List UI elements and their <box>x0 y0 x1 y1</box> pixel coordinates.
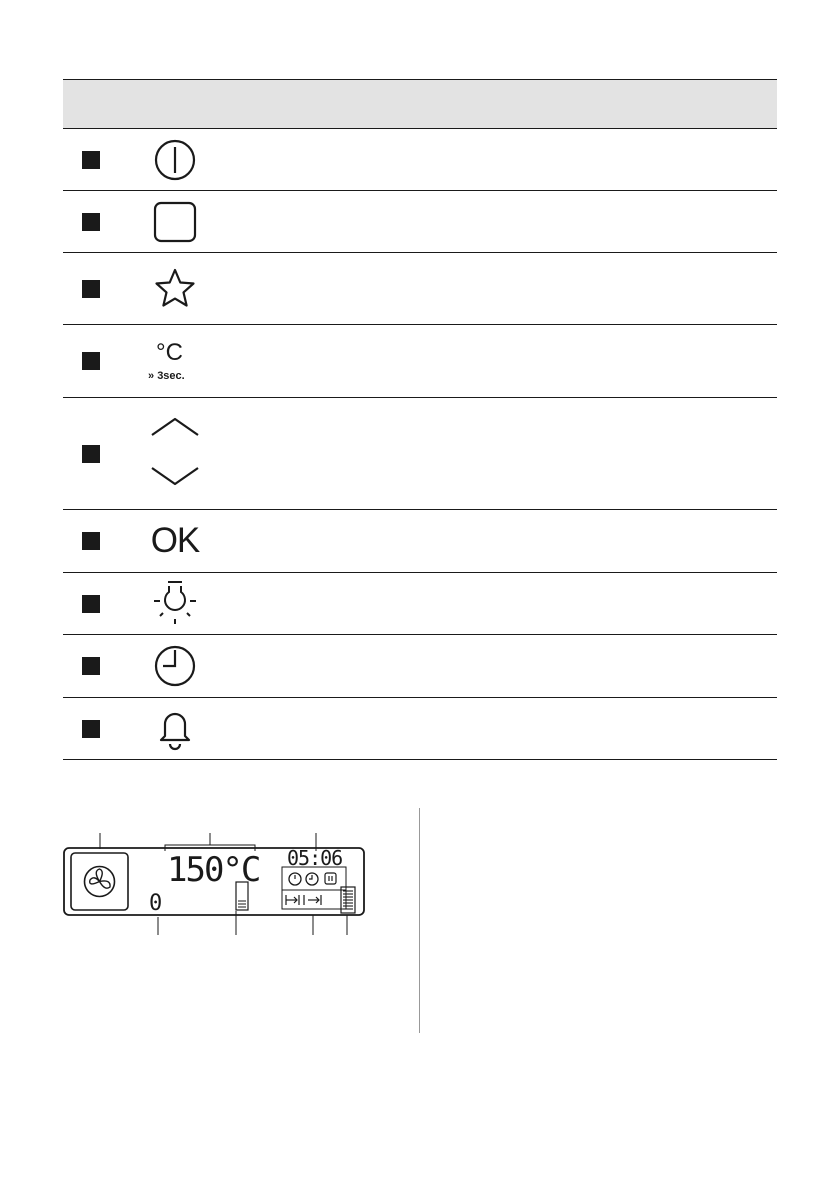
celsius-symbol: °C <box>156 339 183 366</box>
chevron-up-icon[interactable] <box>145 416 205 438</box>
light-bulb-icon[interactable] <box>145 578 205 628</box>
row-marker <box>82 352 100 370</box>
ok-label: OK <box>150 521 200 560</box>
controls-table <box>63 79 777 760</box>
table-row-square <box>63 191 777 253</box>
bell-icon[interactable] <box>145 706 205 752</box>
table-row-alarm <box>63 698 777 760</box>
table-row-temperature <box>63 325 777 398</box>
lcd-temperature-readout: 150°C <box>167 850 260 890</box>
display-diagram <box>63 827 365 989</box>
display-illustration <box>63 827 365 989</box>
square-button-icon[interactable] <box>145 200 205 244</box>
table-row-ok <box>63 510 777 573</box>
power-icon[interactable] <box>145 138 205 182</box>
table-row-favourite <box>63 253 777 325</box>
chevron-down-icon[interactable] <box>145 465 205 487</box>
lcd-time-readout: 05:06 <box>287 846 343 870</box>
row-marker <box>82 595 100 613</box>
row-marker <box>82 445 100 463</box>
table-row-light <box>63 573 777 635</box>
table-header <box>63 79 777 129</box>
row-marker <box>82 280 100 298</box>
double-chevron-icon: » <box>148 370 155 382</box>
row-marker <box>82 657 100 675</box>
row-marker <box>82 720 100 738</box>
star-icon[interactable] <box>145 266 205 310</box>
clock-icon[interactable] <box>145 644 205 688</box>
temperature-icon[interactable] <box>145 335 208 387</box>
table-row-power <box>63 129 777 191</box>
lcd-program-readout: 0 <box>149 891 163 916</box>
row-marker <box>82 532 100 550</box>
vertical-divider <box>419 808 420 1033</box>
row-marker <box>82 151 100 169</box>
table-row-up-down <box>63 398 777 510</box>
ok-icon[interactable] <box>145 520 205 562</box>
row-marker <box>82 213 100 231</box>
hold-three-seconds-label: » 3sec. <box>148 370 185 382</box>
table-row-clock <box>63 635 777 698</box>
